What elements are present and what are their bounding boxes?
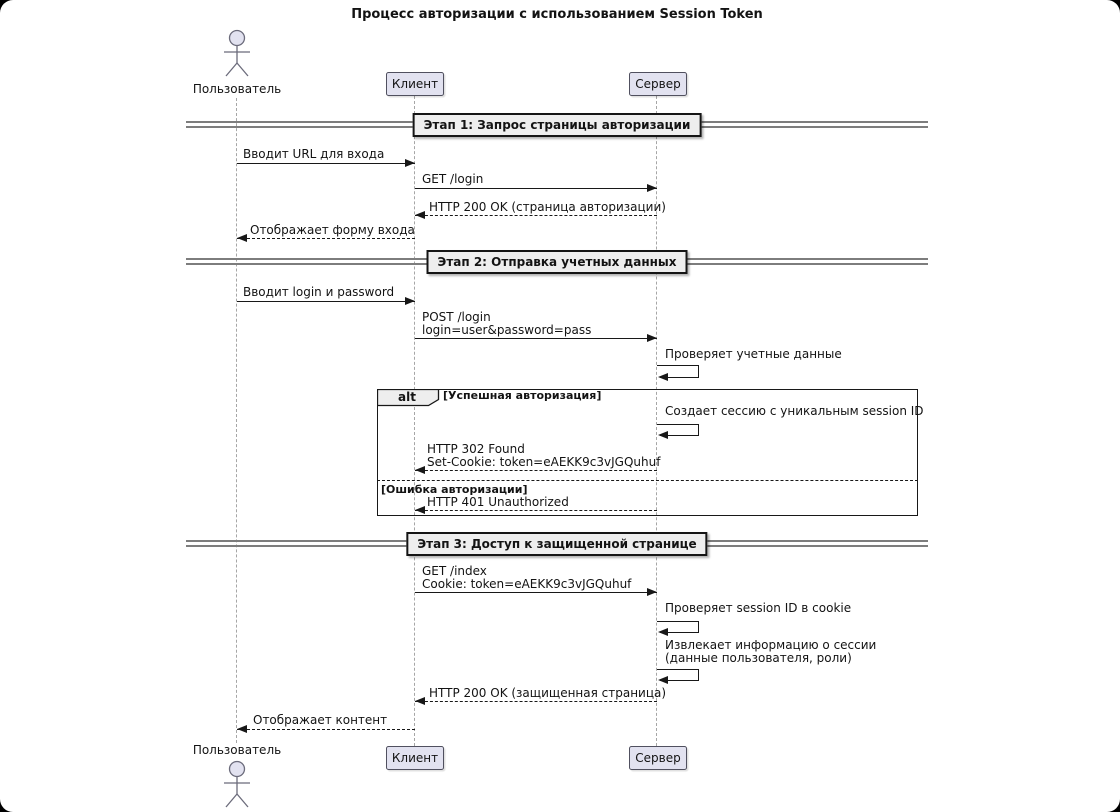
arrowhead-right-icon (647, 588, 657, 596)
arrowhead-left-icon (237, 234, 247, 242)
message-line (237, 163, 415, 164)
message-get-index-line2: Cookie: token=eAEKK9c3vJGQuhuf (422, 577, 632, 591)
self-message-check-credentials: Проверяет учетные данные (665, 347, 842, 361)
self-line-right (698, 424, 699, 435)
message-line (415, 188, 657, 189)
arrowhead-left-icon (658, 676, 668, 684)
arrowhead-left-icon (658, 373, 668, 381)
divider-stage-3: Этап 3: Доступ к защищенной странице (406, 532, 707, 556)
actor-user-label-top: Пользователь (192, 82, 282, 96)
message-get-login: GET /login (422, 172, 484, 186)
message-enter-url: Вводит URL для входа (243, 147, 385, 161)
message-get-index-line1: GET /index (422, 564, 487, 578)
divider-stage-1: Этап 1: Запрос страницы авторизации (413, 113, 702, 137)
arrowhead-right-icon (405, 159, 415, 167)
message-line (415, 592, 657, 593)
message-post-login-line2: login=user&password=pass (422, 323, 592, 337)
message-line-dashed (415, 510, 657, 511)
self-line-top (657, 669, 699, 670)
actor-user-icon (217, 29, 257, 79)
self-line-top (657, 365, 699, 366)
message-line (415, 338, 657, 339)
arrowhead-left-icon (658, 628, 668, 636)
divider-stage-2: Этап 2: Отправка учетных данных (427, 250, 688, 274)
message-http302-line2: Set-Cookie: token=eAEKK9c3vJGQuhuf (427, 455, 661, 469)
alt-operator-tag (377, 389, 440, 407)
arrowhead-right-icon (647, 184, 657, 192)
message-line-dashed (237, 238, 415, 239)
message-line (237, 301, 415, 302)
message-http401: HTTP 401 Unauthorized (427, 495, 569, 509)
self-line-top (657, 424, 699, 425)
message-http200-login-page: HTTP 200 OK (страница авторизации) (429, 200, 666, 214)
participant-client-bottom: Клиент (386, 746, 444, 770)
self-line-right (698, 621, 699, 632)
arrowhead-left-icon (658, 431, 668, 439)
self-message-check-session-id: Проверяет session ID в cookie (665, 601, 852, 615)
arrowhead-left-icon (415, 466, 425, 474)
arrowhead-left-icon (237, 725, 247, 733)
actor-user-label-bottom: Пользователь (192, 743, 282, 757)
diagram-title: Процесс авторизации с использованием Session Token (351, 7, 763, 22)
message-enter-credentials: Вводит login и password (243, 285, 395, 299)
guard-error: [Ошибка авторизации] (381, 483, 528, 496)
self-message-create-session: Создает сессию с уникальным session ID (665, 404, 924, 418)
actor-user-icon-bottom (217, 756, 257, 812)
arrowhead-left-icon (415, 506, 425, 514)
self-line-right (698, 669, 699, 680)
participant-server-bottom: Сервер (629, 746, 687, 770)
alt-operator-label: alt (398, 390, 416, 404)
message-show-login-form: Отображает форму входа (250, 223, 415, 237)
arrowhead-left-icon (415, 697, 425, 705)
alt-else-divider (377, 480, 918, 481)
message-line-dashed (237, 729, 415, 730)
self-message-extract-session-line2: (данные пользователя, роли) (665, 651, 852, 665)
message-line-dashed (415, 470, 657, 471)
message-line-dashed (415, 701, 657, 702)
guard-success: [Успешная авторизация] (443, 389, 602, 402)
message-line-dashed (415, 215, 657, 216)
self-line-right (698, 365, 699, 377)
message-http302-line1: HTTP 302 Found (427, 442, 525, 456)
participant-client-top: Клиент (386, 72, 444, 96)
lifeline-user (236, 98, 237, 743)
arrowhead-right-icon (405, 297, 415, 305)
participant-server-top: Сервер (629, 72, 687, 96)
message-http200-protected: HTTP 200 OK (защищенная страница) (429, 686, 667, 700)
message-show-content: Отображает контент (253, 713, 388, 727)
arrowhead-right-icon (647, 334, 657, 342)
self-message-extract-session-line1: Извлекает информацию о сессии (665, 638, 877, 652)
message-post-login-line1: POST /login (422, 310, 491, 324)
arrowhead-left-icon (415, 211, 425, 219)
self-line-top (657, 621, 699, 622)
